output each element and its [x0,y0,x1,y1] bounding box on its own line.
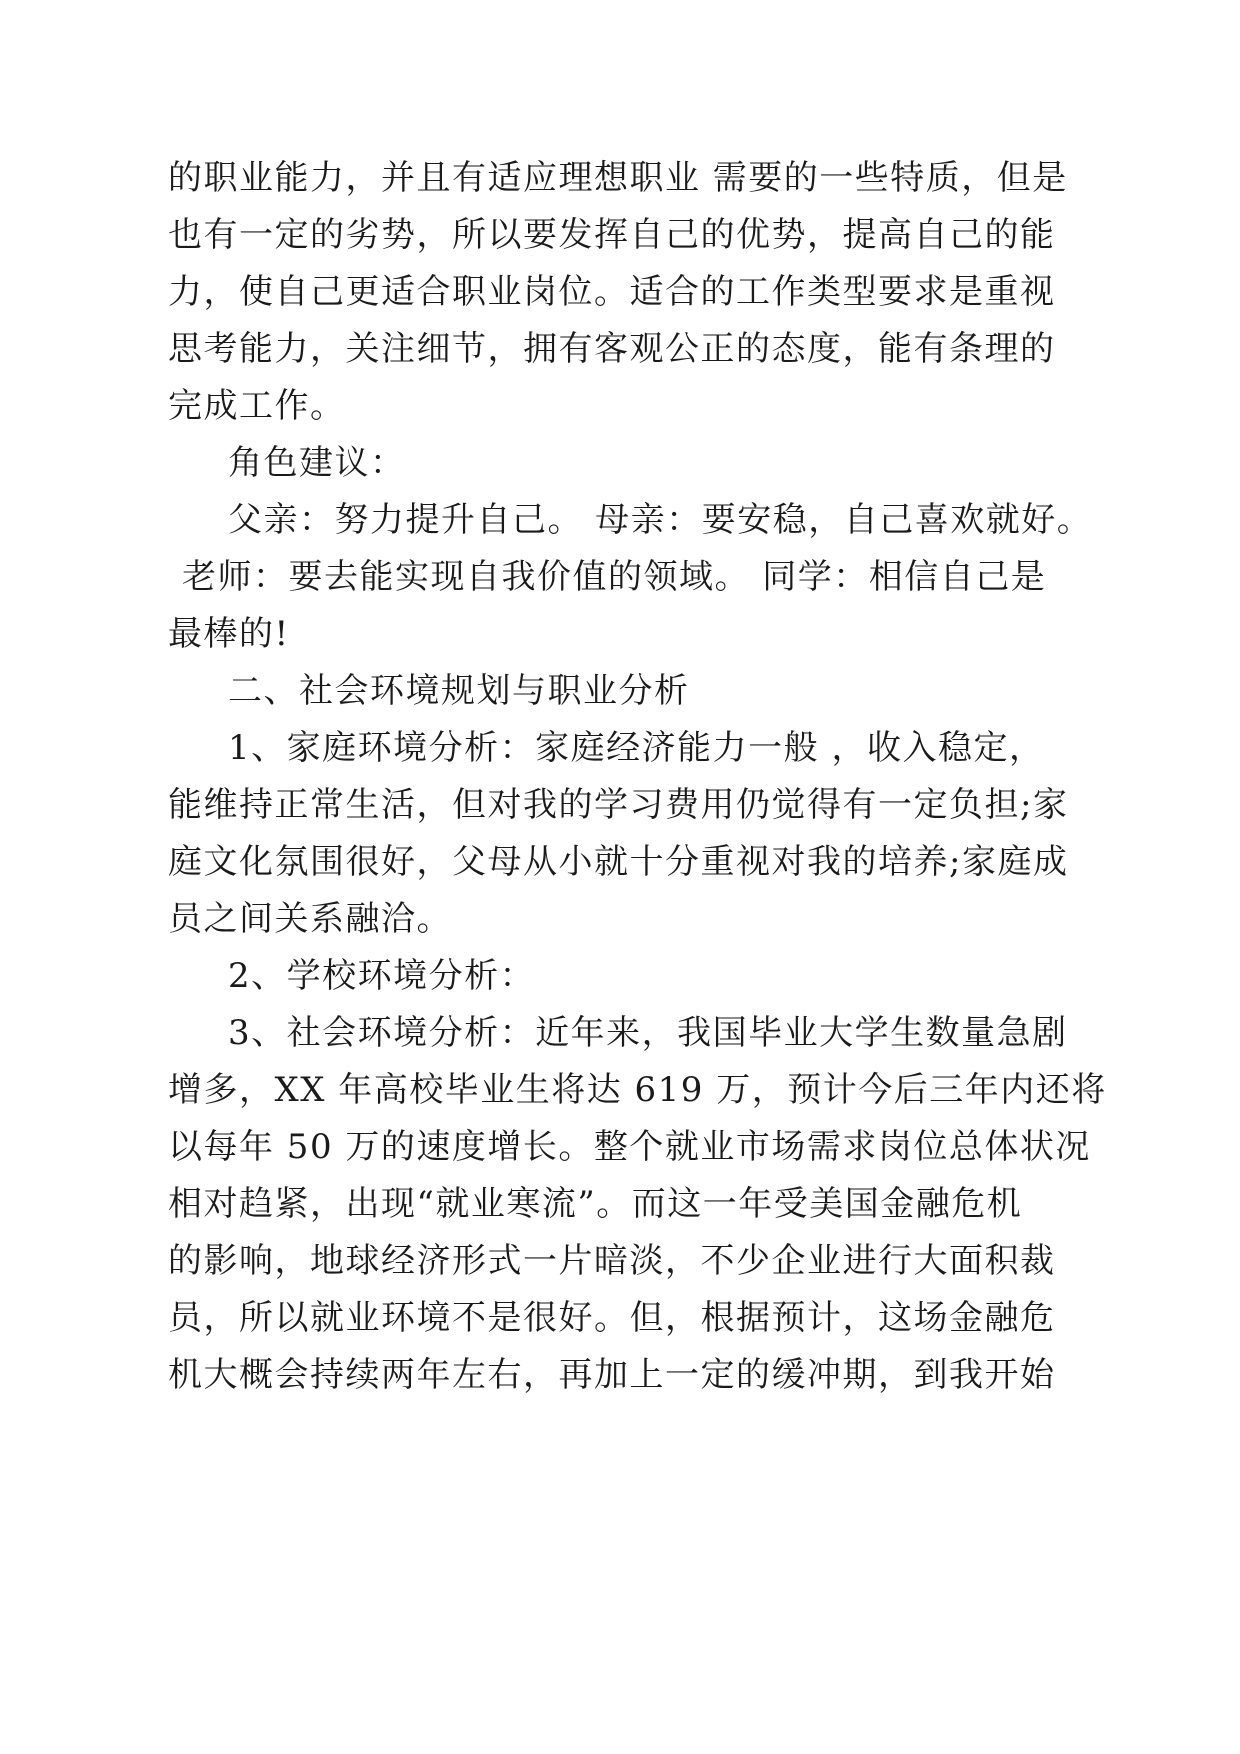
text-line: 的职业能力，并且有适应理想职业 需要的一些特质，但是 [168,158,1068,198]
text-line: 老师：要去能实现自我价值的领域。 同学：相信自己是 [182,557,1047,597]
text-line: 增多，XX 年高校毕业生将达 619 万，预计今后三年内还将 [168,1070,1107,1110]
text-line: 员之间关系融洽。 [168,899,452,939]
subsection-heading: 2、学校环境分析： [228,956,536,996]
section-heading: 二、社会环境规划与职业分析 [228,671,690,711]
text-line: 父亲：努力提升自己。 母亲：要安稳，自己喜欢就好。 [228,500,1093,540]
text-line: 也有一定的劣势，所以要发挥自己的优势，提高自己的能 [168,215,1056,255]
text-line: 员，所以就业环境不是很好。但，根据预计，这场金融危 [168,1298,1056,1338]
text-line: 以每年 50 万的速度增长。整个就业市场需求岗位总体状况 [168,1127,1091,1167]
text-line: 庭文化氛围很好，父母从小就十分重视对我的培养;家庭成 [168,842,1069,882]
text-line: 思考能力，关注细节，拥有客观公正的态度，能有条理的 [168,329,1056,369]
text-line: 能维持正常生活，但对我的学习费用仍觉得有一定负担;家 [168,785,1069,825]
text-line: 的影响，地球经济形式一片暗淡，不少企业进行大面积裁 [168,1241,1056,1281]
role-advice-heading: 角色建议： [228,443,406,483]
text-line: 最棒的! [168,614,290,654]
text-line: 1、家庭环境分析：家庭经济能力一般 ，收入稳定， [228,728,1045,768]
text-line: 相对趋紧，出现“就业寒流”。而这一年受美国金融危机 [168,1184,1023,1224]
text-line: 完成工作。 [168,386,346,426]
text-line: 机大概会持续两年左右，再加上一定的缓冲期，到我开始 [168,1355,1056,1395]
text-line: 力，使自己更适合职业岗位。适合的工作类型要求是重视 [168,272,1056,312]
text-line: 3、社会环境分析：近年来，我国毕业大学生数量急剧 [228,1013,1068,1053]
